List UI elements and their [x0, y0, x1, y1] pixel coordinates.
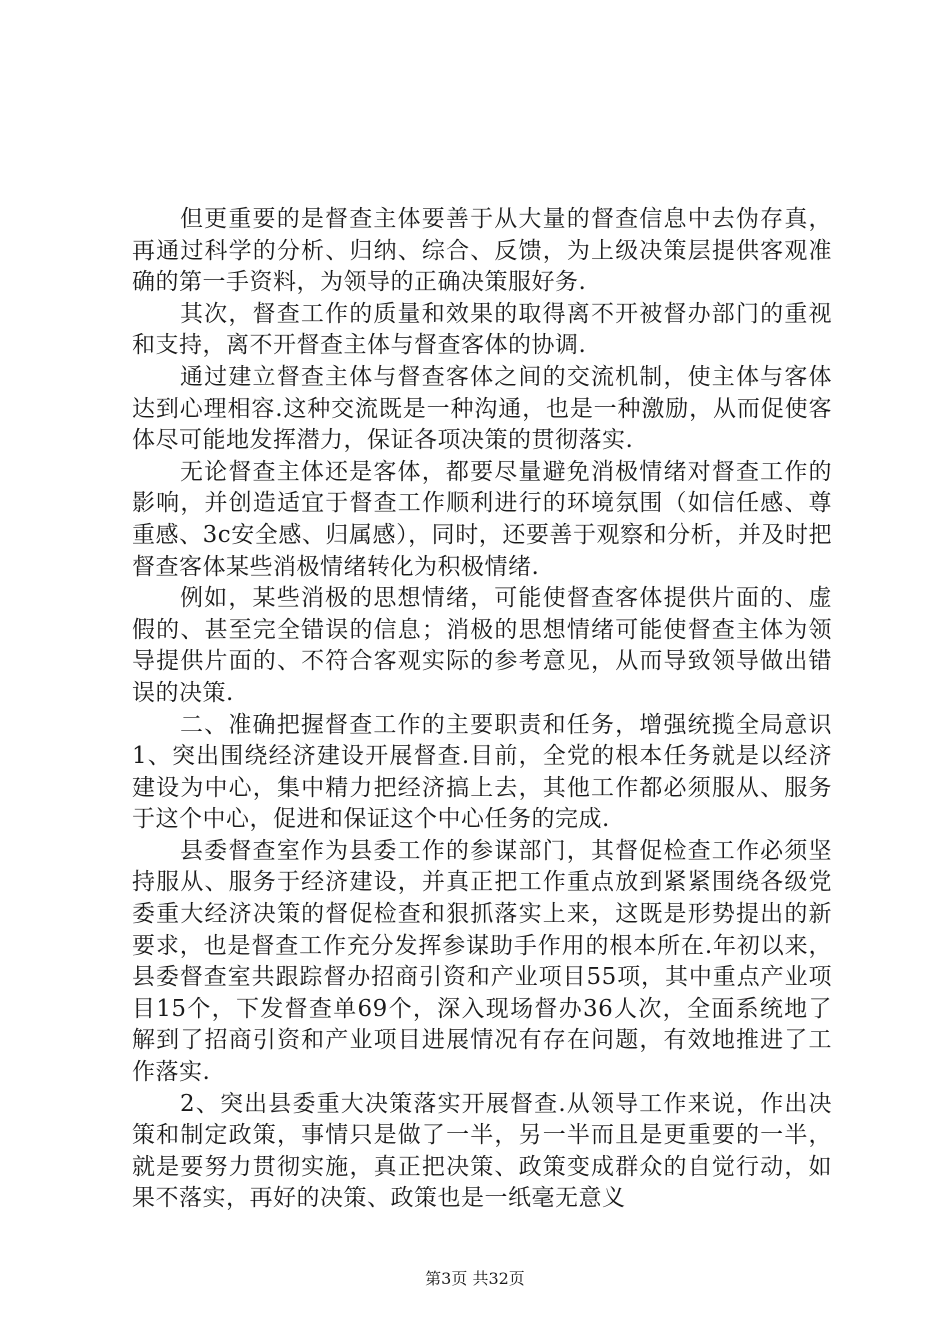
paragraph-2: 其次，督查工作的质量和效果的取得离不开被督办部门的重视和支持，离不开督查主体与督查客体的协调.	[132, 300, 832, 359]
paragraph-6: 二、准确把握督查工作的主要职责和任务，增强统揽全局意识1、突出围绕经济建设开展督查.目前，全党的根本任务就是以经济建设为中心，集中精力把经济搞上去，其他工作都必须服从、服务于这个中心，促进和保证这个中心任务的完成.	[132, 711, 832, 833]
document-body	[132, 204, 832, 1215]
page-number-footer: 第3页 共32页	[425, 1269, 525, 1288]
paragraph-8: 2、突出县委重大决策落实开展督查.从领导工作来说，作出决策和制定政策，事情只是做了一半，另一半而且是更重要的一半，就是要努力贯彻实施，真正把决策、政策变成群众的自觉行动，如果不落实，再好的决策、政策也是一纸毫无意义	[132, 1090, 832, 1212]
paragraph-1: 但更重要的是督查主体要善于从大量的督查信息中去伪存真，再通过科学的分析、归纳、综合、反馈，为上级决策层提供客观准确的第一手资料，为领导的正确决策服好务.	[132, 206, 832, 296]
paragraph-4: 无论督查主体还是客体，都要尽量避免消极情绪对督查工作的影响，并创造适宜于督查工作顺利进行的环境氛围（如信任感、尊重感、3c安全感、归属感），同时，还要善于观察和分析，并及时把督查客体某些消极情绪转化为积极情绪.	[132, 458, 832, 580]
paragraph-3: 通过建立督查主体与督查客体之间的交流机制，使主体与客体达到心理相容.这种交流既是一种沟通，也是一种激励，从而促使客体尽可能地发挥潜力，保证各项决策的贯彻落实.	[132, 363, 832, 454]
paragraph-7: 县委督查室作为县委工作的参谋部门，其督促检查工作必须坚持服从、服务于经济建设，并真正把工作重点放到紧紧围绕各级党委重大经济决策的督促检查和狠抓落实上来，这既是形势提出的新要求，也是督查工作充分发挥参谋助手作用的根本所在.年初以来，县委督查室共跟踪督办招商引资和产业项目55项，其中重点产业项目15个，下发督查单69个，深入现场督办36人次，全面系统地了解到了招商引资和产业项目进展情况有存在问题，有效地推进了工作落实.	[132, 837, 832, 1086]
paragraph-5: 例如，某些消极的思想情绪，可能使督查客体提供片面的、虚假的、甚至完全错误的信息；消极的思想情绪可能使督查主体为领导提供片面的、不符合客观实际的参考意见，从而导致领导做出错误的决策.	[132, 585, 832, 706]
